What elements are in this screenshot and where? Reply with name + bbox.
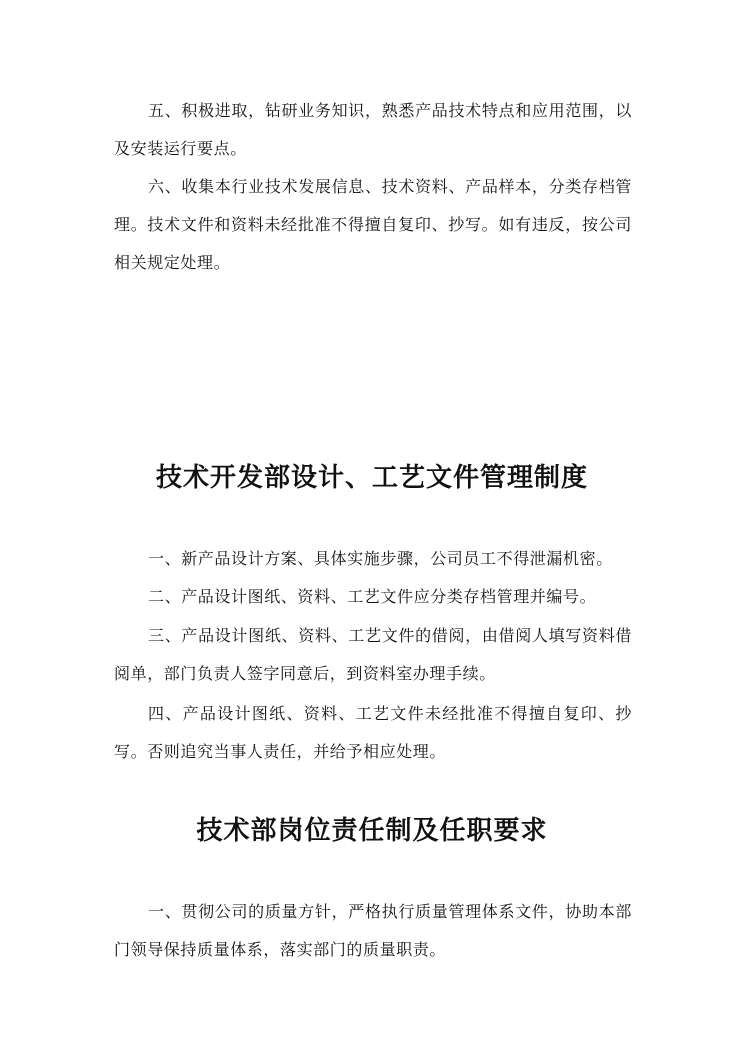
heading-design-file-management: 技术开发部设计、工艺文件管理制度 bbox=[155, 463, 588, 493]
paragraph-design-2: 二、产品设计图纸、资料、工艺文件应分类存档管理并编号。 bbox=[148, 587, 597, 606]
paragraph-design-4: 四、产品设计图纸、资料、工艺文件未经批准不得擅自复印、抄写。否则追究当事人责任，并给予相应处理。 bbox=[114, 704, 632, 761]
heading-job-responsibility: 技术部岗位责任制及任职要求 bbox=[196, 816, 548, 846]
paragraph-6: 六、收集本行业技术发展信息、技术资料、产品样本，分类存档管理。技术文件和资料未经批准不得擅自复印、抄写。如有违反，按公司相关规定处理。 bbox=[114, 177, 632, 272]
paragraph-5: 五、积极进取，钻研业务知识，熟悉产品技术特点和应用范围，以及安装运行要点。 bbox=[114, 101, 632, 158]
paragraph-duties-1: 一、贯彻公司的质量方针，严格执行质量管理体系文件，协助本部门领导保持质量体系，落实部门的质量职责。 bbox=[114, 902, 632, 959]
paragraph-design-1: 一、新产品设计方案、具体实施步骤，公司员工不得泄漏机密。 bbox=[148, 549, 613, 568]
paragraph-design-3: 三、产品设计图纸、资料、工艺文件的借阅，由借阅人填写资料借阅单，部门负责人签字同意后，到资料室办理手续。 bbox=[114, 626, 632, 683]
